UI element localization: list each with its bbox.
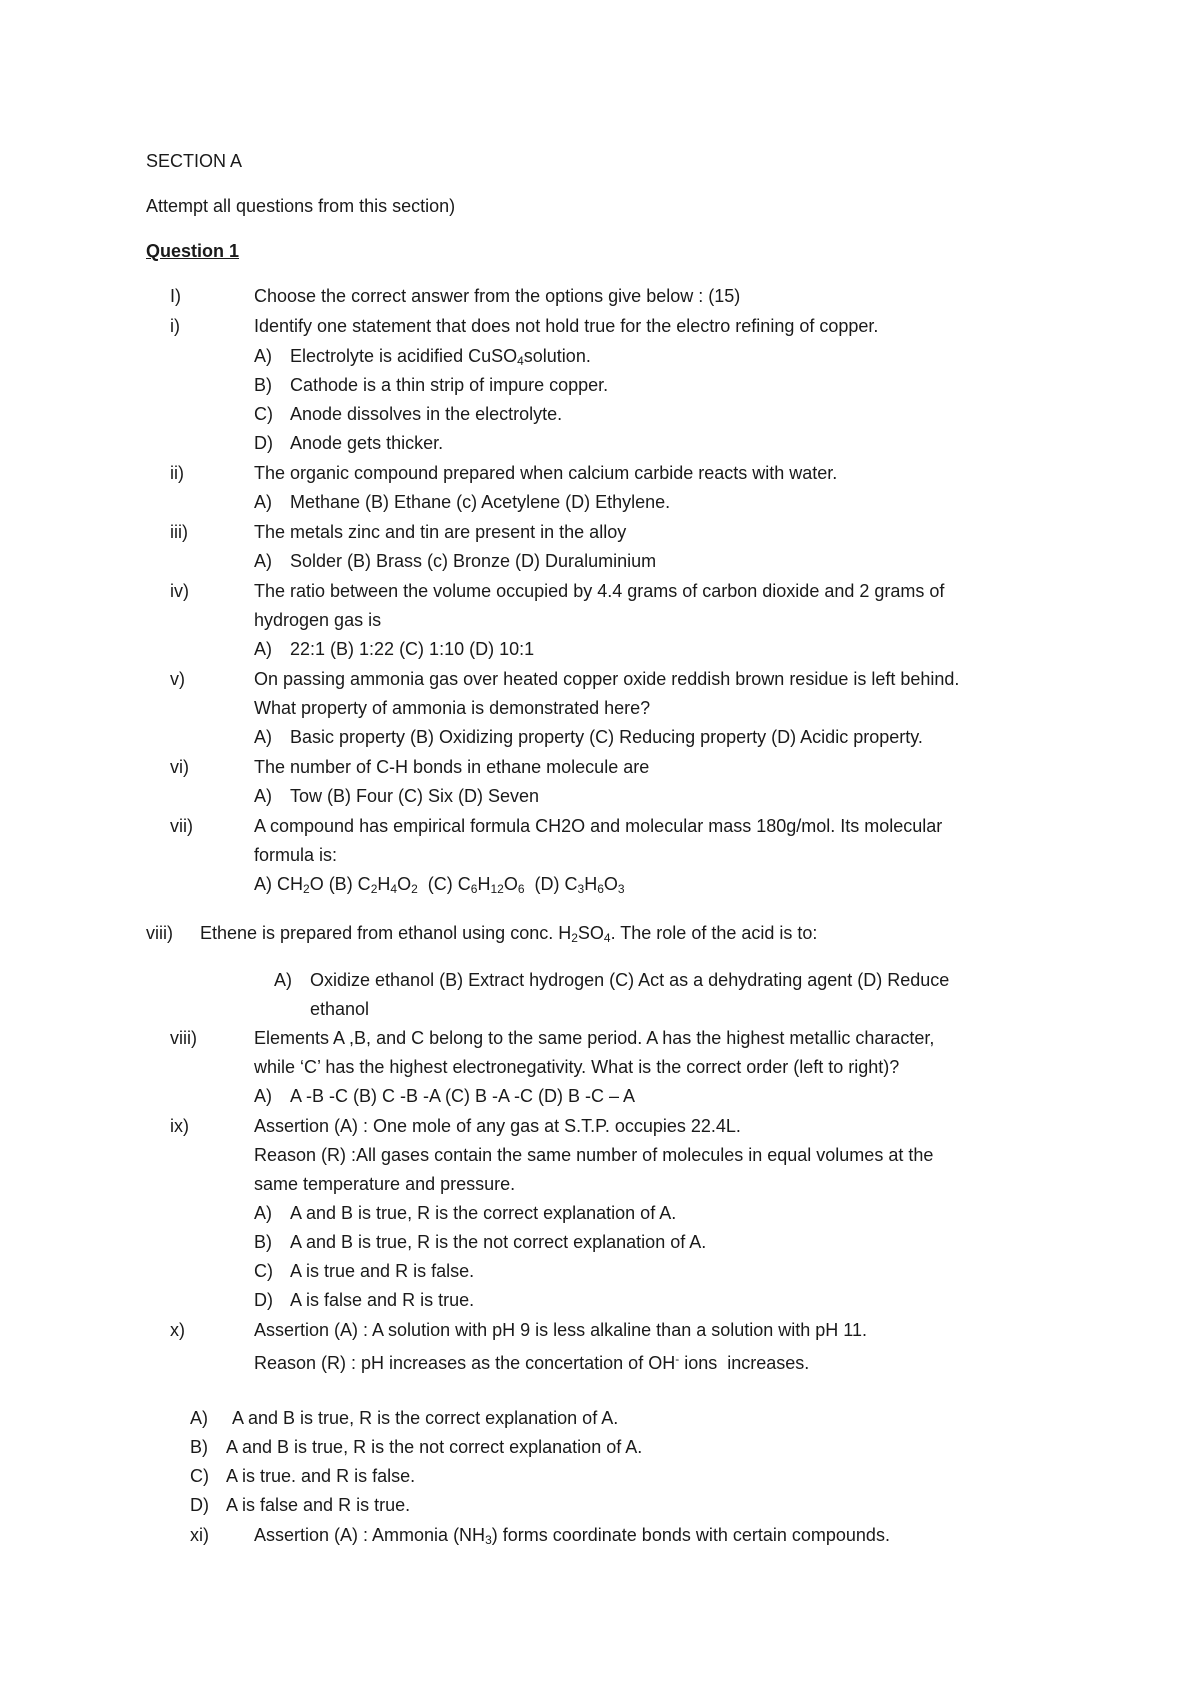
q5-number: v)	[170, 669, 185, 689]
q3-number: iii)	[170, 522, 188, 542]
part-number: I)	[170, 286, 181, 306]
q6-options: Tow (B) Four (C) Six (D) Seven	[290, 786, 540, 806]
q8b-number: viii)	[170, 1028, 197, 1048]
q8a-options-line2: ethanol	[310, 999, 370, 1019]
q10-option-b-letter: B)	[190, 1437, 208, 1457]
q5-options: Basic property (B) Oxidizing property (C) Reducing property (D) Acidic property.	[290, 727, 923, 747]
q4-text-line1: The ratio between the volume occupied by 4.4 grams of carbon dioxide and 2 grams of	[254, 581, 945, 601]
q1-option-b: Cathode is a thin strip of impure copper.	[290, 375, 609, 395]
q11-number: xi)	[190, 1525, 209, 1545]
q4-text-line2: hydrogen gas is	[254, 610, 382, 630]
q9-option-d-letter: D)	[254, 1290, 273, 1310]
q9-option-b: A and B is true, R is the not correct explanation of A.	[290, 1232, 707, 1252]
q10-option-c-letter: C)	[190, 1466, 209, 1486]
q10-option-b: A and B is true, R is the not correct explanation of A.	[226, 1437, 643, 1457]
q9-assertion: Assertion (A) : One mole of any gas at S.T.P. occupies 22.4L.	[254, 1116, 741, 1136]
q2-text: The organic compound prepared when calcium carbide reacts with water.	[254, 463, 838, 483]
q6-text: The number of C-H bonds in ethane molecule are	[254, 757, 650, 777]
q10-assertion: Assertion (A) : A solution with pH 9 is less alkaline than a solution with pH 11.	[254, 1320, 867, 1340]
q1-option-b-letter: B)	[254, 375, 272, 395]
q1-option-a-letter: A)	[254, 346, 272, 366]
q8b-text-line1: Elements A ,B, and C belong to the same period. A has the highest metallic character,	[254, 1028, 935, 1048]
q10-option-a: A and B is true, R is the correct explanation of A.	[232, 1408, 619, 1428]
q9-option-c: A is true and R is false.	[290, 1261, 475, 1281]
q8a-option-letter: A)	[274, 970, 292, 990]
q3-text: The metals zinc and tin are present in the alloy	[254, 522, 627, 542]
q7-text-line1: A compound has empirical formula CH2O and molecular mass 180g/mol. Its molecular	[254, 816, 943, 836]
q9-option-a: A and B is true, R is the correct explanation of A.	[290, 1203, 677, 1223]
q10-option-d: A is false and R is true.	[226, 1495, 411, 1515]
q9-option-a-letter: A)	[254, 1203, 272, 1223]
q2-options: Methane (B) Ethane (c) Acetylene (D) Ethylene.	[290, 492, 671, 512]
q10-option-c: A is true. and R is false.	[226, 1466, 416, 1486]
q1-option-a: Electrolyte is acidified CuSO$_4$solution.	[290, 346, 591, 368]
q4-option-letter: A)	[254, 639, 272, 659]
q1-number: i)	[170, 316, 180, 336]
q1-text: Identify one statement that does not hold true for the electro refining of copper.	[254, 316, 879, 336]
q10-option-a-letter: A)	[190, 1408, 208, 1428]
q5-text-line1: On passing ammonia gas over heated copper oxide reddish brown residue is left behind.	[254, 669, 960, 689]
q9-option-d: A is false and R is true.	[290, 1290, 475, 1310]
q8a-options-line1: Oxidize ethanol (B) Extract hydrogen (C) Act as a dehydrating agent (D) Reduce	[310, 970, 950, 990]
q9-reason-line1: Reason (R) :All gases contain the same number of molecules in equal volumes at the	[254, 1145, 934, 1165]
q9-number: ix)	[170, 1116, 189, 1136]
q8a-number: viii)	[146, 923, 173, 943]
q9-reason-line2: same temperature and pressure.	[254, 1174, 516, 1194]
part-instruction: Choose the correct answer from the options give below : (15)	[254, 286, 741, 306]
q6-option-letter: A)	[254, 786, 272, 806]
q2-option-letter: A)	[254, 492, 272, 512]
q9-option-c-letter: C)	[254, 1261, 273, 1281]
q4-number: iv)	[170, 581, 189, 601]
q9-option-b-letter: B)	[254, 1232, 272, 1252]
q7-text-line2: formula is:	[254, 845, 338, 865]
question-title: Question 1	[146, 241, 240, 261]
q1-option-d-letter: D)	[254, 433, 273, 453]
q6-number: vi)	[170, 757, 189, 777]
q8a-text: Ethene is prepared from ethanol using conc. $H_2SO_4$. The role of the acid is to:	[200, 923, 818, 945]
q8b-option-letter: A)	[254, 1086, 272, 1106]
section-instruction: Attempt all questions from this section)	[146, 196, 456, 216]
q3-option-letter: A)	[254, 551, 272, 571]
q7-options: A) $CH_2O$ (B) $C_2H_4O_2$ (C) $C_6H_{12}O_6$ (D) $C_3H_6O_3$	[254, 874, 625, 896]
q10-reason: Reason (R) : pH increases as the concertation of OH- ions increases.	[254, 1352, 810, 1373]
section-title: SECTION A	[146, 151, 243, 171]
q10-number: x)	[170, 1320, 185, 1340]
q11-assertion: Assertion (A) : Ammonia $(NH_3)$ forms coordinate bonds with certain compounds.	[254, 1525, 890, 1547]
q2-number: ii)	[170, 463, 184, 483]
q7-number: vii)	[170, 816, 193, 836]
q1-option-d: Anode gets thicker.	[290, 433, 444, 453]
q8b-text-line2: while ‘C’ has the highest electronegativity. What is the correct order (left to right)?	[254, 1057, 900, 1077]
q8b-options: A -B -C (B) C -B -A (C) B -A -C (D) B -C – A	[290, 1086, 636, 1106]
q3-options: Solder (B) Brass (c) Bronze (D) Duraluminium	[290, 551, 657, 571]
q5-text-line2: What property of ammonia is demonstrated here?	[254, 698, 651, 718]
q1-option-c: Anode dissolves in the electrolyte.	[290, 404, 563, 424]
q1-option-c-letter: C)	[254, 404, 273, 424]
q10-option-d-letter: D)	[190, 1495, 209, 1515]
q5-option-letter: A)	[254, 727, 272, 747]
q4-options: 22:1 (B) 1:22 (C) 1:10 (D) 10:1	[290, 639, 535, 659]
